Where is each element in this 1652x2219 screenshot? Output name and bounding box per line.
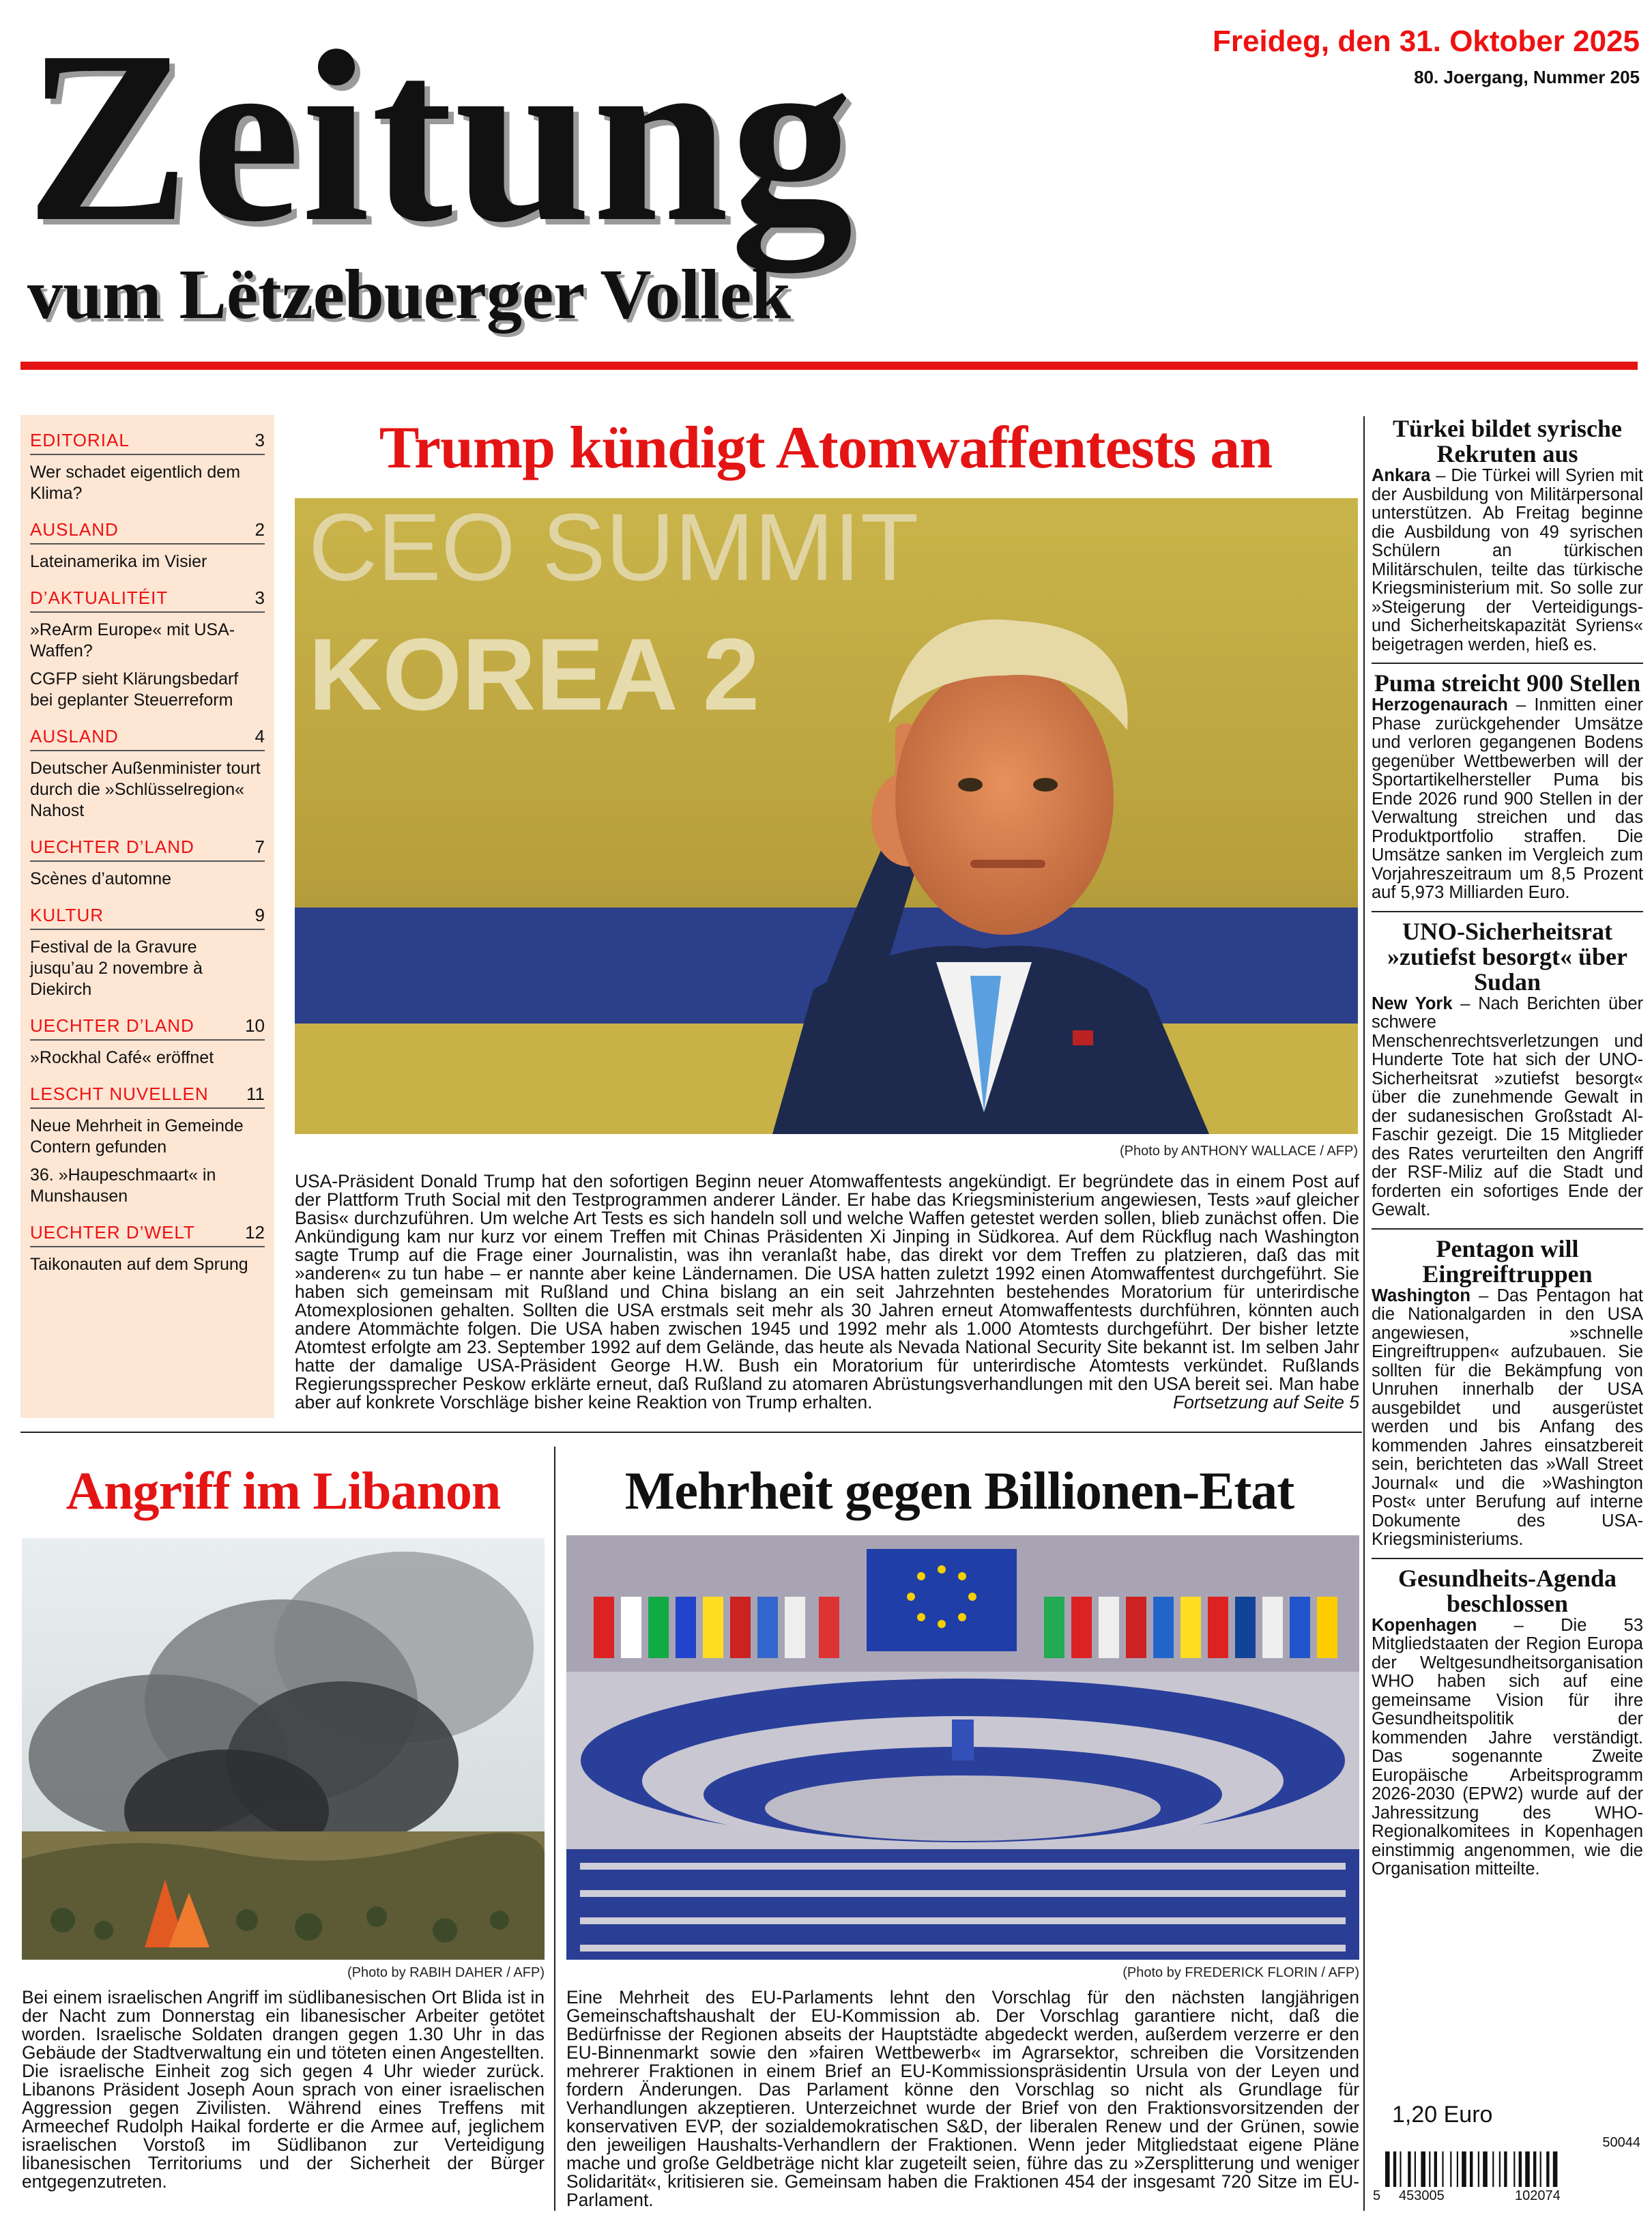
index-section-name: AUSLAND [30,519,119,540]
news-briefs [1372,416,1643,1887]
index-item[interactable]: Neue Mehrheit in Gemeinde Contern gefunden [30,1116,244,1157]
libanon-headline: Angriff im Libanon [66,1461,501,1520]
brief-separator [1372,911,1643,912]
index-item[interactable]: 36. »Haupeschmaart« in Munshausen [30,1165,216,1206]
barcode-bar [1483,2151,1488,2187]
barcode-left-digit: 5 [1373,2188,1381,2203]
brief-body: – Die 53 Mitgliedstaaten der Region Europa der Weltgesundheitsorganisation WHO haben sich auf eine gemeinsame Vision für ihre Gesundheitspolitik der kommenden Jahre verständigt. Das sogenannte Zweite Europäische Arbeitsprogramm 2026-2030 (EPW2) wurde auf der Jahressitzung des WHO-Regionalkomitees in Kopenhagen einstimmig angenommen, wie die Organisation mitteilte. [1372,1615,1643,1879]
barcode-bar [1546,2151,1549,2187]
eu-flag-icon [867,1549,1017,1651]
bottom-middle-rule [554,1447,555,2211]
barcode-bar [1457,2151,1458,2187]
index-section-name: LESCHT NUVELLEN [30,1084,209,1104]
index-section[interactable] [30,1069,265,1109]
masthead-title: Zeitung [26,0,855,272]
index-item[interactable]: Festival de la Gravure jusqu’au 2 novembre à Diekirch [30,938,203,999]
index-page-number: 3 [255,588,265,608]
barcode-top-number: 50044 [1602,2135,1640,2150]
brief-headline: Gesundheits-Agenda beschlossen [1397,1564,1617,1617]
barcode-bar [1525,2151,1530,2187]
barcode-bar [1492,2151,1494,2187]
index-section[interactable] [30,504,265,545]
index-item[interactable]: »ReArm Europe« mit USA-Waffen? [30,620,235,661]
index-section-name: KULTUR [30,905,104,925]
lead-photo [295,498,1358,1134]
index-page-number: 10 [245,1015,265,1036]
barcode-bar [1470,2151,1473,2187]
eu-photo-credit: (Photo by FREDERICK FLORIN / AFP) [1122,1965,1359,1980]
smoke-photo-illustration [22,1538,545,1960]
brief-dateline: Ankara [1372,466,1431,485]
issue-number: 80. Joergang, Nummer 205 [1414,67,1640,87]
index-section[interactable] [30,822,265,862]
libanon-photo-credit: (Photo by RABIH DAHER / AFP) [347,1965,545,1980]
brief-dateline: Herzogenaurach [1372,695,1508,714]
eu-photo [566,1535,1359,1960]
index-section[interactable] [30,572,265,613]
index-section-name: AUSLAND [30,726,119,746]
flag-pin-icon [1073,1030,1093,1045]
index-section-name: UECHTER D’LAND [30,1015,194,1036]
brief-headline: Puma streicht 900 Stellen [1374,669,1641,697]
barcode-bar [1540,2151,1541,2187]
barcode-bar [1462,2151,1466,2187]
brief-text [1372,995,1643,1220]
brief-separator [1372,663,1643,664]
barcode [1372,2135,1643,2211]
parliament-photo-illustration [566,1535,1359,1960]
brief-separator [1372,1228,1643,1230]
brief-separator [1372,1558,1643,1559]
index-section[interactable] [30,890,265,930]
index-section-name: D’AKTUALITÉIT [30,588,169,608]
libanon-photo [22,1538,545,1960]
index-item[interactable]: Wer schadet eigentlich dem Klima? [30,463,241,503]
continued-link[interactable]: Fortsetzung auf Seite 5 [1173,1392,1359,1412]
barcode-bar [1400,2151,1401,2187]
barcode-bar [1519,2151,1522,2187]
brief-headline: Türkei bildet syrische Rekruten aus [1392,415,1622,467]
brief-text [1372,1287,1643,1550]
index-page-number: 4 [255,726,265,746]
barcode-bar [1421,2151,1425,2187]
barcode-bar [1429,2151,1430,2187]
issue-date: Freideg, den 31. Oktober 2025 [1212,25,1640,58]
brief-body: – Nach Berichten über schwere Menschenrechtsverletzungen und Hunderte Tote hat sich der UNO-Sicherheitsrat »zutiefst besorgt« über die zunehmende Gewalt in der sudanesischen Großstadt Al-Faschir gezeigt. Die 15 Mitglieder des Rates verurteilten den Angriff der RSF-Miliz auf die Stadt und forderten ein sofortiges Ende der Gewalt. [1372,994,1643,1219]
barcode-bar [1504,2151,1507,2187]
lead-article [295,1172,1359,1412]
barcode-bar [1434,2151,1437,2187]
index-section[interactable] [30,1000,265,1041]
index-page-number: 3 [255,430,265,450]
barcode-bar [1553,2151,1558,2187]
brief-text [1372,696,1643,903]
index-section[interactable] [30,711,265,751]
brief-headline: Pentagon will Eingreiftruppen [1422,1234,1593,1288]
index-page-number: 11 [246,1084,265,1104]
barcode-bar [1385,2151,1390,2187]
index-section[interactable] [30,415,265,455]
index-section-name: EDITORIAL [30,430,130,450]
index-item[interactable]: Scènes d’automne [30,869,172,888]
libanon-article: Bei einem israelischen Angriff im südlibanesischen Ort Blida ist in der Nacht zum Donnerstag ein libanesischer Arbeiter getötet worden. Israelische Soldaten drangen gegen 1.30 Uhr in das Gebäude der Stadtverwaltung ein und töteten einen Angestellten. Die israelische Einheit zog sich gegen 4 Uhr wieder zurück. Libanons Präsident Joseph Aoun sprach von einer israelischen Aggression gegen Zivilisten. Während eines Treffens mit Armeechef Rudolph Haikal forderte er die Armee auf, jeglichem israelischen Vorstoß im Südlibanon zur Verteidigung libanesischen Territoriums und der Sicherheit der Bürger entgegenzutreten. [22,1987,545,2192]
index-page-number: 12 [245,1222,265,1243]
index-item[interactable]: Lateinamerika im Visier [30,552,207,571]
barcode-right-digits: 102074 [1515,2188,1561,2203]
eu-article: Eine Mehrheit des EU-Parlaments lehnt den Vorschlag für den nächsten langjährigen Gemeinschaftshaushalt der EU-Kommission ab. Der Vorschlag garantiere nicht, daß die Bedürfnisse der Regionen abseits der Hauptstädte abgedeckt werden, außerdem verzerre er den EU-Binnenmarkt sowie den »fairen Wettbewerb« im Agrarsektor, schreiben die Vorsitzenden mehrerer Fraktionen in einem Brief an EU-Kommissionspräsidentin Ursula von der Leyen und fordern Änderungen. Das Parlament könne den Vorschlag so nicht als Grundlage für Verhandlungen akzeptieren. Unterzeichnet wurde der Brief von den Fraktionsvorsitzenden der konservativen EVP, der sozialdemokratischen S&D, der liberalen Renew und der Grünen, sowie den jeweiligen Haushalts-Verhandlern der Fraktionen. Wenn jeder Mitgliedstaat eigene Pläne mache und große Geldbeträge nicht klar zugeteilt seien, führe das zu »Zersplitterung und weniger Solidarität«, kritisieren sie. Gemeinsam haben die Fraktionen 454 der insgesamt 720 Sitze im EU-Parlament. [566,1987,1359,2210]
index-section-name: UECHTER D’LAND [30,837,194,857]
barcode-middle-digits: 453005 [1399,2188,1445,2203]
lead-headline: Trump kündigt Atomwaffentests an [379,415,1273,481]
right-column-rule [1363,416,1365,2211]
eu-headline: Mehrheit gegen Billionen-Etat [624,1461,1294,1520]
lead-bottom-rule [20,1432,1362,1433]
lead-photo-credit: (Photo by ANTHONY WALLACE / AFP) [1119,1144,1358,1159]
brief-dateline: Kopenhagen [1372,1615,1477,1635]
backdrop-text-2: KOREA 2 [308,617,760,731]
index-item[interactable]: Taikonauten auf dem Sprung [30,1255,248,1274]
brief-body: – Die Türkei will Syrien mit der Ausbildung von Militärpersonal unterstützen. Ab Freitag beginne die Ausbildung von 49 syrischen Schülern an türkischen Militärschulen, teilte das türkische Kriegsministerium mit. So solle zur »Steigerung der Verteidigungs- und Sicherheitskapazität Syriens« beigetragen werden, hieß es. [1372,466,1643,654]
index-section[interactable] [30,1207,265,1247]
trump-photo-illustration [295,498,1358,1134]
barcode-bar [1408,2151,1410,2187]
barcode-bar [1533,2151,1536,2187]
barcode-bar [1393,2151,1396,2187]
lead-article-text: USA-Präsident Donald Trump hat den sofortigen Beginn neuer Atomwaffentests angekündigt. Er begründete das in einem Post auf der Plattform Truth Social mit den Testprogrammen anderer Länder. Er habe das Kriegsministerium angewiesen, Tests »auf gleicher Basis« durchzuführen. Um welche Art Tests es sich handeln soll und welche Waffen getestet werden sollen, blieb zunächst offen. Die Ankündigung kam nur kurz vor einem Treffen mit Chinas Präsidenten Xi Jinping in Südkorea. Auf dem Rückflug nach Washington sagte Trump auf die Frage einer Journalistin, was ihn veranlaßt habe, das direkt vor dem Treffen zu platzieren, daß das mit »anderen« zu tun habe – er nannte aber keine Ländernamen. Die USA hatten zuletzt 1992 einen Atomwaffentest durchgeführt. Sie haben sich gemeinsam mit Rußland und China bislang an ein seit Jahrzehnten bestehendes Moratorium für unterirdische Atomexplosionen gehalten. Sollten die USA erstmals seit mehr als 30 Jahren erneut Atomwaffentests durchführen, könnten auch andere Atommächte folgen. Die USA haben zwischen 1945 und 1992 mehr als 1.000 Atomtests durchgeführt. Der bisher letzte Atomtest erfolgte am 23. September 1992 auf dem Gelände, das heute als Nevada National Security Site bekannt ist. Im selben Jahr hatte der damalige USA-Präsident George H.W. Bush ein Moratorium für unterirdische Atomtests verkündet. Rußlands Regierungssprecher Peskow erklärte erneut, daß Rußland zu atomaren Abrüstungsverhandlungen mit den USA bereit sei. Man habe aber auf konkrete Vorschläge bisher keine Reaktion von Trump erhalten. [295,1171,1359,1412]
barcode-bar [1415,2151,1416,2187]
backdrop-text-1: CEO SUMMIT [308,498,919,600]
barcode-bar [1450,2151,1451,2187]
price: 1,20 Euro [1392,2102,1493,2128]
index-page-number: 2 [255,519,265,540]
contents-index [20,415,274,1418]
index-item[interactable]: »Rockhal Café« eröffnet [30,1048,214,1067]
brief-dateline: Washington [1372,1286,1470,1305]
brief-text [1372,467,1643,654]
index-item[interactable]: Deutscher Außenminister tourt durch die »Schlüsselregion« Nahost [30,759,261,820]
masthead-rule [20,362,1638,370]
index-page-number: 7 [255,837,265,857]
brief-body: – Inmitten einer Phase zurückgehender Umsätze und verloren gegangenen Bodens gegenüber Wettbewerben will der Sportartikelhersteller Puma bis Ende 2026 rund 900 Stellen in der Verwaltung streichen und das Produktportfolio straffen. Die Umsätze sanken im Vergleich zum Vorjahreszeitraum um 8,5 Prozent auf 5,973 Milliarden Euro. [1372,695,1643,902]
barcode-bar [1499,2151,1501,2187]
barcode-bar [1478,2151,1479,2187]
brief-headline: UNO-Sicherheitsrat »zutiefst besorgt« über Sudan [1387,917,1627,996]
barcode-bar [1513,2151,1515,2187]
index-item[interactable]: CGFP sieht Klärungsbedarf bei geplanter Steuerreform [30,669,239,710]
brief-body: – Das Pentagon hat die Nationalgarden in den USA angewiesen, »schnelle Eingreiftruppen« aufzubauen. Sie sollten für die Bekämpfung von Unruhen innerhalb der USA ausgebildet und ausgerüstet werden und bis Anfang des kommenden Jahres einsatzbereit sein, berichteten das »Wall Street Journal« und die »Washington Post« unter Berufung auf interne Dokumente des USA-Kriegsministeriums. [1372,1286,1643,1549]
masthead-subtitle: vum Lëtzebuerger Vollek [27,255,791,334]
brief-text [1372,1616,1643,1879]
brief-dateline: New York [1372,994,1453,1013]
index-section-name: UECHTER D’WELT [30,1222,195,1243]
index-page-number: 9 [255,905,265,925]
barcode-bar [1442,2151,1443,2187]
